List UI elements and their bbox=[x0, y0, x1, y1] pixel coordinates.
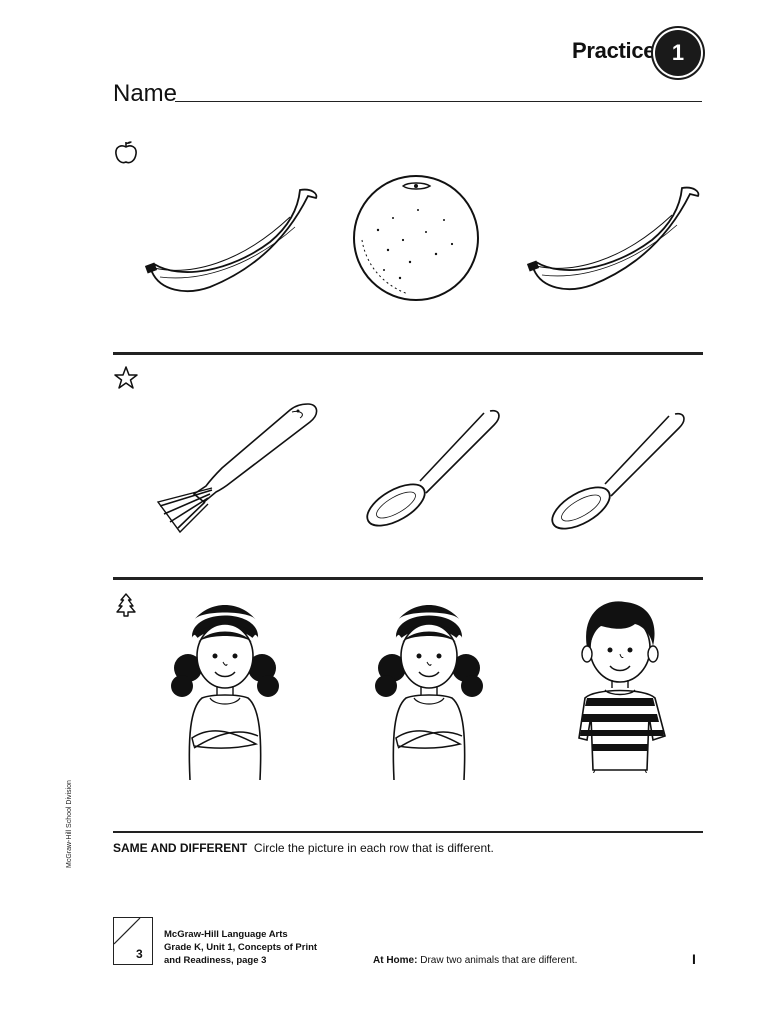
at-home-label: At Home: bbox=[373, 955, 418, 966]
star-icon bbox=[113, 365, 139, 391]
name-line bbox=[175, 101, 702, 102]
name-label: Name bbox=[113, 80, 178, 107]
boy-picture bbox=[565, 598, 675, 773]
fork-picture bbox=[150, 398, 325, 538]
publisher-credit: McGraw-Hill School Division bbox=[66, 780, 73, 868]
instructions-divider bbox=[113, 831, 703, 833]
girl-picture-1 bbox=[170, 598, 280, 780]
instructions bbox=[113, 841, 494, 855]
practice-number-badge bbox=[655, 30, 701, 76]
apple-icon bbox=[113, 140, 139, 166]
banana-picture-1 bbox=[140, 172, 330, 302]
girl-picture-2 bbox=[374, 598, 484, 780]
tree-icon bbox=[113, 592, 139, 618]
at-home-text: Draw two animals that are different. bbox=[420, 955, 578, 966]
at-home-note bbox=[373, 955, 577, 966]
page-number: 3 bbox=[136, 947, 143, 961]
footer-line-3: and Readiness, page 3 bbox=[164, 955, 267, 966]
practice-label: Practice bbox=[572, 38, 656, 63]
row-divider-2 bbox=[113, 577, 703, 580]
instructions-text: Circle the picture in each row that is different. bbox=[253, 841, 494, 855]
page-number-box bbox=[113, 917, 153, 965]
instructions-heading: SAME AND DIFFERENT bbox=[113, 841, 248, 855]
footer-line-2: Grade K, Unit 1, Concepts of Print bbox=[164, 942, 318, 953]
practice-number: 1 bbox=[671, 40, 685, 65]
diagonal-line-icon bbox=[114, 918, 154, 966]
banana-picture-2 bbox=[522, 170, 712, 300]
roman-numeral: I bbox=[692, 951, 696, 967]
row-divider-1 bbox=[113, 352, 703, 355]
orange-picture bbox=[348, 170, 488, 305]
spoon-picture-2 bbox=[545, 408, 690, 533]
spoon-picture-1 bbox=[360, 405, 505, 530]
footer-citation bbox=[164, 928, 317, 967]
footer-line-1: McGraw-Hill Language Arts bbox=[164, 929, 288, 940]
